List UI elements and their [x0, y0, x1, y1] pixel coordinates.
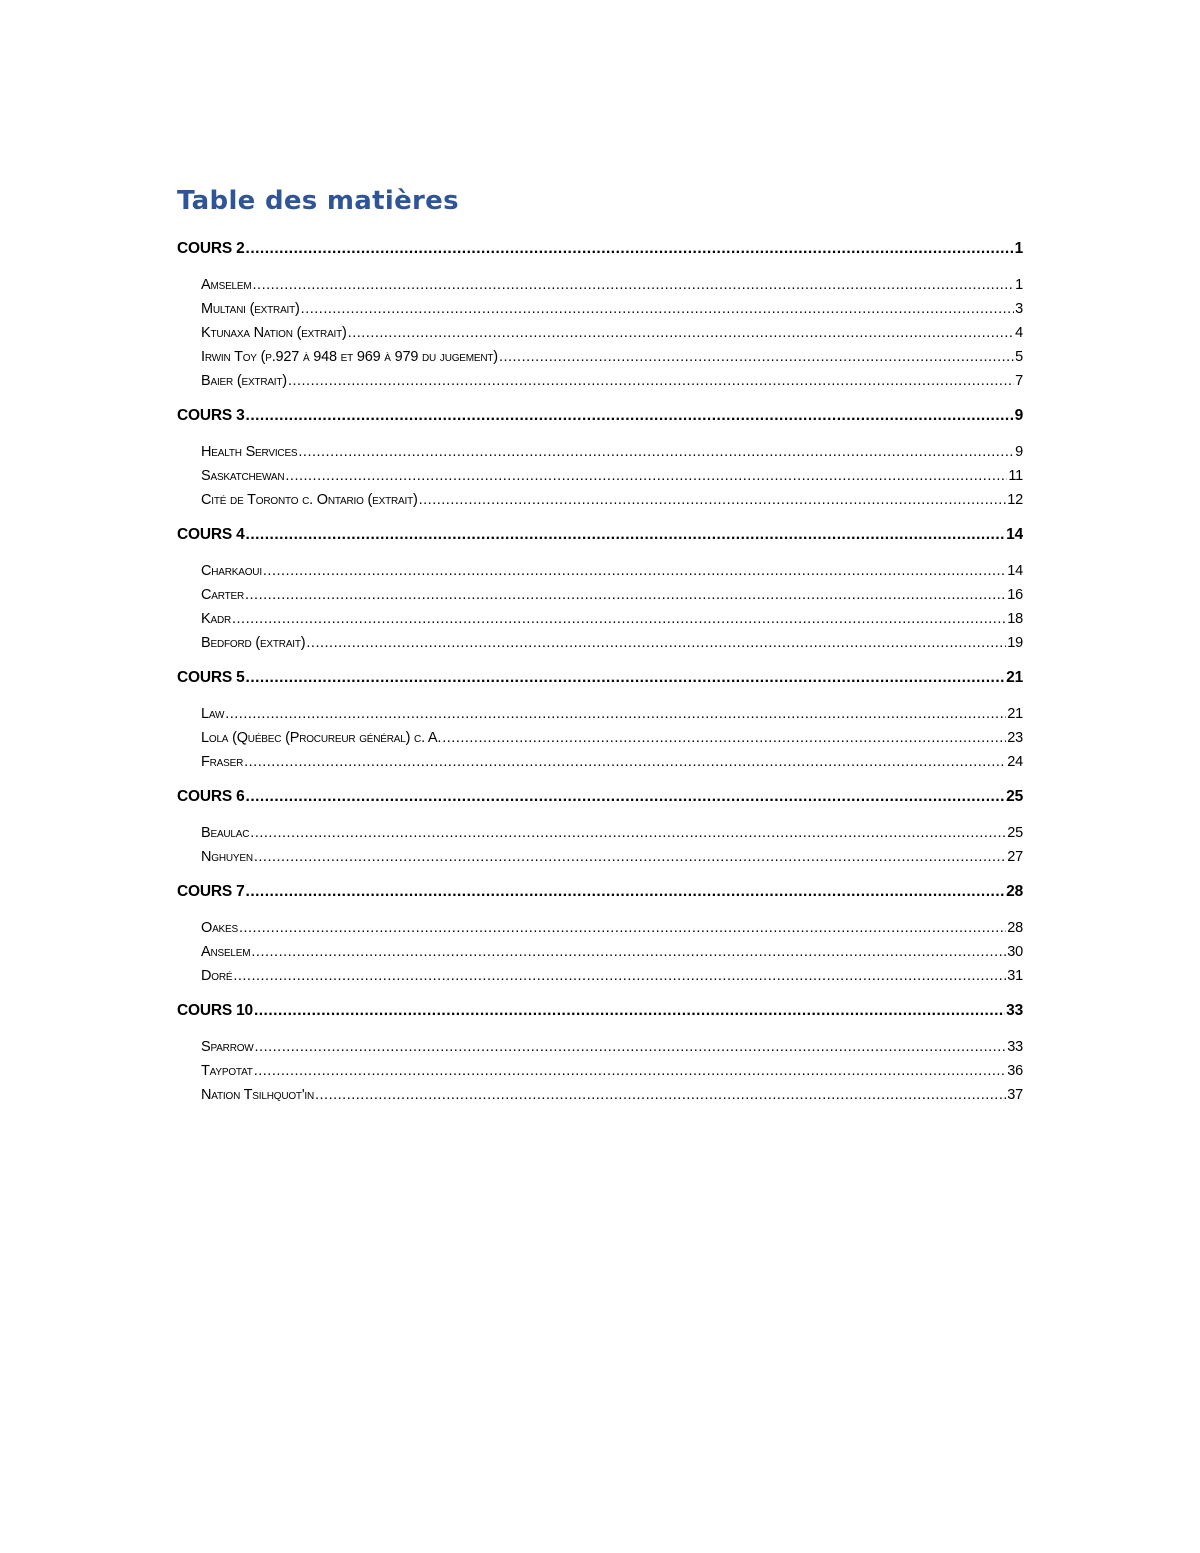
toc-dot-leader [232, 608, 1006, 630]
toc-entry-label: COURS 10 [177, 1002, 253, 1019]
toc-entry-label: Charkaoui [201, 563, 262, 579]
toc-entry-label: Taypotat [201, 1063, 253, 1079]
toc-page-number: 21 [1006, 669, 1023, 686]
toc-page-number: 12 [1007, 492, 1023, 508]
toc-dot-leader [246, 881, 1006, 903]
toc-entry-label: Multani (extrait) [201, 301, 300, 317]
toc-page-number: 14 [1007, 563, 1023, 579]
toc-page-number: 23 [1007, 730, 1023, 746]
toc-page-number: 33 [1006, 1002, 1023, 1019]
toc-section-entry[interactable] [177, 524, 1023, 546]
toc-page-number: 1 [1014, 240, 1023, 257]
toc-dot-leader [499, 346, 1014, 368]
toc-dot-leader [246, 786, 1006, 808]
toc-case-entry[interactable] [201, 846, 1023, 868]
toc-entry-label: Cité de Toronto c. Ontario (extrait) [201, 492, 418, 508]
toc-dot-leader [225, 703, 1006, 725]
toc-dot-leader [246, 524, 1006, 546]
toc-dot-leader [348, 322, 1014, 344]
toc-page-number: 33 [1007, 1039, 1023, 1055]
toc-entry-label: Law [201, 706, 225, 722]
toc-page-number: 19 [1007, 635, 1023, 651]
toc-entry-label: COURS 7 [177, 883, 245, 900]
toc-dot-leader [306, 632, 1006, 654]
toc-page-number: 28 [1007, 920, 1023, 936]
toc-page-number: 11 [1008, 468, 1023, 484]
toc-page-number: 31 [1007, 968, 1023, 984]
toc-dot-leader [250, 822, 1006, 844]
toc-case-entry[interactable] [201, 608, 1023, 630]
toc-case-entry[interactable] [201, 917, 1023, 939]
toc-dot-leader [239, 917, 1006, 939]
toc-case-entry[interactable] [201, 751, 1023, 773]
toc-dot-leader [442, 727, 1006, 749]
toc-page-number: 37 [1007, 1087, 1023, 1103]
toc-section-entry[interactable] [177, 667, 1023, 689]
toc-dot-leader [253, 274, 1015, 296]
toc-case-entry[interactable] [201, 727, 1023, 749]
toc-page-number: 9 [1015, 444, 1023, 460]
toc-dot-leader [254, 846, 1006, 868]
toc-case-entry[interactable] [201, 465, 1023, 487]
toc-page-number: 7 [1015, 373, 1023, 389]
toc-entry-label: Fraser [201, 754, 244, 770]
toc-page-number: 18 [1007, 611, 1023, 627]
toc-case-entry[interactable] [201, 584, 1023, 606]
toc-entry-label: Baier (extrait) [201, 373, 287, 389]
toc-case-entry[interactable] [201, 1036, 1023, 1058]
toc-case-entry[interactable] [201, 322, 1023, 344]
toc-page-number: 27 [1007, 849, 1023, 865]
toc-title: Table des matières [177, 186, 459, 216]
toc-entry-label: Lola (Québec (Procureur général) c. A. [201, 730, 442, 746]
toc-entry-label: Amselem [201, 277, 252, 293]
toc-section-entry[interactable] [177, 238, 1023, 260]
toc-dot-leader [246, 667, 1006, 689]
toc-section-entry[interactable] [177, 405, 1023, 427]
toc-case-entry[interactable] [201, 274, 1023, 296]
toc-page-number: 30 [1007, 944, 1023, 960]
toc-case-entry[interactable] [201, 298, 1023, 320]
toc-page-number: 5 [1015, 349, 1023, 365]
toc-entry-label: COURS 6 [177, 788, 245, 805]
toc-entry-label: Irwin Toy (p.927 à 948 et 969 à 979 du jugement) [201, 349, 498, 365]
toc-entry-label: COURS 3 [177, 407, 245, 424]
toc-section-entry[interactable] [177, 881, 1023, 903]
toc-dot-leader [301, 298, 1014, 320]
toc-page-number: 3 [1015, 301, 1023, 317]
toc-entry-label: Oakes [201, 920, 238, 936]
toc-case-entry[interactable] [201, 632, 1023, 654]
toc-case-entry[interactable] [201, 941, 1023, 963]
toc-case-entry[interactable] [201, 346, 1023, 368]
toc-entry-label: Nghuyen [201, 849, 253, 865]
toc-dot-leader [315, 1084, 1006, 1106]
toc-case-entry[interactable] [201, 822, 1023, 844]
toc-case-entry[interactable] [201, 1084, 1023, 1106]
toc-section-entry[interactable] [177, 786, 1023, 808]
toc-page-number: 14 [1006, 526, 1023, 543]
toc-dot-leader [254, 1000, 1005, 1022]
toc-page-number: 1 [1015, 277, 1023, 293]
toc-dot-leader [254, 1060, 1007, 1082]
toc-entry-label: Bedford (extrait) [201, 635, 306, 651]
toc-case-entry[interactable] [201, 1060, 1023, 1082]
toc-dot-leader [246, 405, 1014, 427]
toc-entry-label: Doré [201, 968, 233, 984]
toc-dot-leader [285, 465, 1007, 487]
toc-case-entry[interactable] [201, 489, 1023, 511]
toc-entry-label: Beaulac [201, 825, 250, 841]
toc-page-number: 16 [1007, 587, 1023, 603]
toc-entry-label: Kadr [201, 611, 231, 627]
toc-page-number: 25 [1006, 788, 1023, 805]
toc-page-number: 4 [1015, 325, 1023, 341]
toc-dot-leader [244, 751, 1006, 773]
toc-entry-label: Health Services [201, 444, 298, 460]
toc-section-entry[interactable] [177, 1000, 1023, 1022]
toc-page-number: 9 [1014, 407, 1023, 424]
toc-entry-label: Carter [201, 587, 244, 603]
toc-page-number: 21 [1007, 706, 1023, 722]
toc-page-number: 25 [1007, 825, 1023, 841]
toc-entry-label: COURS 2 [177, 240, 245, 257]
toc-case-entry[interactable] [201, 965, 1023, 987]
toc-entry-label: Ktunaxa Nation (extrait) [201, 325, 347, 341]
toc-case-entry[interactable] [201, 370, 1023, 392]
toc-case-entry[interactable] [201, 703, 1023, 725]
toc-dot-leader [233, 965, 1006, 987]
toc-dot-leader [263, 560, 1006, 582]
toc-entry-label: Nation Tsilhquot'in [201, 1087, 314, 1103]
toc-entry-label: Anselem [201, 944, 251, 960]
toc-entry-label: Sparrow [201, 1039, 254, 1055]
toc-dot-leader [246, 238, 1014, 260]
toc-case-entry[interactable] [201, 441, 1023, 463]
toc-case-entry[interactable] [201, 560, 1023, 582]
toc-page-number: 24 [1007, 754, 1023, 770]
toc-dot-leader [255, 1036, 1007, 1058]
toc-entry-label: COURS 5 [177, 669, 245, 686]
toc-page-number: 28 [1006, 883, 1023, 900]
toc-dot-leader [298, 441, 1014, 463]
toc-dot-leader [245, 584, 1006, 606]
toc-entry-label: Saskatchewan [201, 468, 285, 484]
toc-entry-label: COURS 4 [177, 526, 245, 543]
toc-dot-leader [419, 489, 1007, 511]
toc-dot-leader [288, 370, 1014, 392]
toc-page-number: 36 [1007, 1063, 1023, 1079]
toc-dot-leader [251, 941, 1006, 963]
